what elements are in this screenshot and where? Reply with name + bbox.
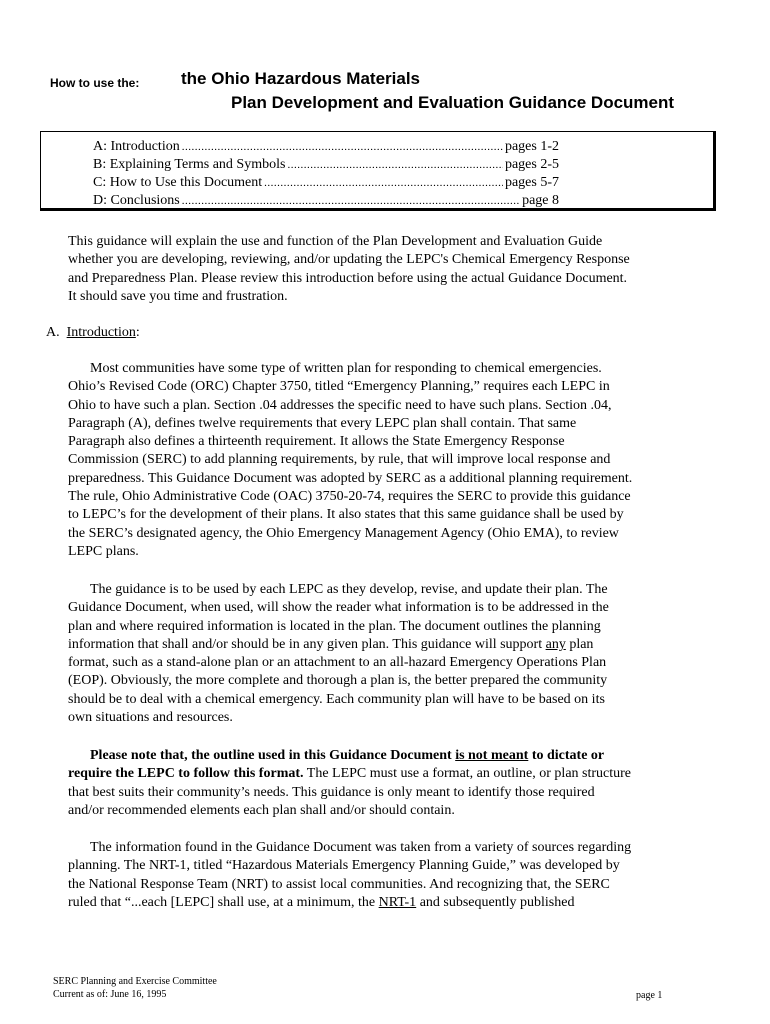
- document-title-line-2: Plan Development and Evaluation Guidance Document: [231, 93, 675, 112]
- text-line: the SERC’s designated agency, the Ohio Emergency Management Agency (Ohio EMA), to review: [68, 525, 619, 541]
- page-footer: [53, 975, 217, 1001]
- introduction-paragraph-2: [68, 581, 698, 727]
- toc-entry-terms-symbols: [93, 156, 559, 174]
- toc-pages: pages 5-7: [504, 175, 559, 190]
- section-letter: A.: [46, 325, 60, 340]
- text-line: [68, 765, 698, 783]
- toc-leader-dots: [264, 174, 503, 192]
- text-line: Most communities have some type of written plan for responding to chemical emergencies.: [90, 361, 602, 376]
- text-line: and Preparedness Plan. Please review this introduction before using the actual Guidance Document.: [68, 270, 628, 286]
- text-line: to LEPC’s for the development of their plans. It also states that this same guidance shall be used by: [68, 507, 624, 523]
- text-segment: and subsequently published: [416, 894, 575, 910]
- section-a-heading: [46, 324, 140, 342]
- bold-text: to dictate or: [528, 748, 605, 763]
- section-title: Introduction: [66, 325, 136, 340]
- toc-leader-dots: [182, 192, 520, 210]
- introduction-paragraph-1: [68, 360, 698, 561]
- page-number: page 1: [636, 990, 663, 1001]
- underlined-nrt-1: NRT-1: [378, 894, 417, 910]
- text-line: the National Response Team (NRT) to assist local communities. And recognizing that, the SERC: [68, 876, 610, 892]
- text-line: that best suits their community’s needs. This guidance is only meant to identify those required: [68, 784, 595, 800]
- text-line: [68, 636, 698, 654]
- toc-entry-conclusions: [93, 192, 559, 210]
- text-line: The information found in the Guidance Document was taken from a variety of sources regarding: [90, 840, 632, 855]
- text-line: The guidance is to be used by each LEPC as they develop, revise, and update their plan. The: [90, 582, 608, 597]
- text-line: whether you are developing, reviewing, and/or updating the LEPC's Chemical Emergency Response: [68, 252, 630, 268]
- text-line: The rule, Ohio Administrative Code (OAC) 3750-20-74, requires the SERC to provide this guidance: [68, 489, 631, 505]
- text-line: preparedness. This Guidance Document was adopted by SERC as a additional planning requirement.: [68, 470, 633, 486]
- bold-text: require the LEPC to follow this format.: [68, 766, 304, 782]
- toc-entry-introduction: [93, 138, 559, 156]
- text-line: and/or recommended elements each plan shall and/or should contain.: [68, 802, 455, 818]
- text-line: plan and where required information is located in the plan. The document outlines the planning: [68, 618, 601, 634]
- introduction-paragraph-4: [68, 839, 698, 912]
- how-to-use-label: How to use the:: [50, 76, 140, 90]
- text-line: Ohio’s Revised Code (ORC) Chapter 3750, titled “Emergency Planning,” requires each LEPC in: [68, 379, 610, 395]
- text-segment: The LEPC must use a format, an outline, or plan structure: [303, 766, 632, 782]
- text-line: Paragraph also defines a thirteenth requirement. It allows the State Emergency Response: [68, 434, 565, 450]
- toc-pages: page 8: [522, 193, 559, 208]
- text-line: planning. The NRT-1, titled “Hazardous Materials Emergency Planning Guide,” was developed by: [68, 858, 620, 874]
- text-line: Guidance Document, when used, will show the reader what information is to be addressed in the: [68, 600, 609, 616]
- document-title-line-1: the Ohio Hazardous Materials: [181, 69, 420, 88]
- toc-label: D: Conclusions: [93, 193, 180, 208]
- text-line: Ohio to have such a plan. Section .04 addresses the specific need to have such plans. Section .04,: [68, 397, 612, 413]
- introduction-paragraph-3: [68, 747, 698, 820]
- toc-label: C: How to Use this Document: [93, 175, 263, 190]
- text-line: Commission (SERC) to add planning requirements, by rule, that will improve local response and: [68, 452, 611, 468]
- toc-pages: pages 1-2: [504, 139, 559, 154]
- text-segment: information that shall and/or should be in any given plan. This guidance will support: [68, 636, 546, 652]
- toc-leader-dots: [287, 156, 503, 174]
- underlined-word-any: any: [545, 636, 566, 652]
- text-line: own situations and resources.: [68, 710, 233, 726]
- text-line: LEPC plans.: [68, 543, 139, 559]
- toc-label: B: Explaining Terms and Symbols: [93, 157, 286, 172]
- bold-text: Please note that, the outline used in this Guidance Document: [90, 748, 456, 763]
- footer-committee: SERC Planning and Exercise Committee: [53, 976, 217, 987]
- bold-underlined-text: is not meant: [455, 748, 529, 763]
- intro-paragraph: [68, 233, 698, 306]
- text-segment: plan: [565, 636, 594, 652]
- text-line: should be to deal with a chemical emergency. Each community plan will have to be based on its: [68, 691, 605, 707]
- text-line: (EOP). Obviously, the more complete and thorough a plan is, the better prepared the community: [68, 673, 608, 689]
- text-line: format, such as a stand-alone plan or an attachment to an all-hazard Emergency Operations Plan: [68, 655, 607, 671]
- text-line: It should save you time and frustration.: [68, 288, 288, 304]
- text-line: [68, 894, 698, 912]
- text-line: This guidance will explain the use and function of the Plan Development and Evaluation Guide: [68, 234, 603, 249]
- section-colon: :: [135, 325, 140, 340]
- toc-leader-dots: [182, 138, 503, 156]
- toc-entry-how-to-use: [93, 174, 559, 192]
- text-line: Paragraph (A), defines twelve requirements that every LEPC plan shall contain. That same: [68, 415, 577, 431]
- text-segment: ruled that “...each [LEPC] shall use, at a minimum, the: [68, 894, 379, 910]
- toc-pages: pages 2-5: [504, 157, 559, 172]
- text-line: [68, 747, 698, 765]
- footer-date: Current as of: June 16, 1995: [53, 989, 167, 1000]
- toc-label: A: Introduction: [93, 139, 180, 154]
